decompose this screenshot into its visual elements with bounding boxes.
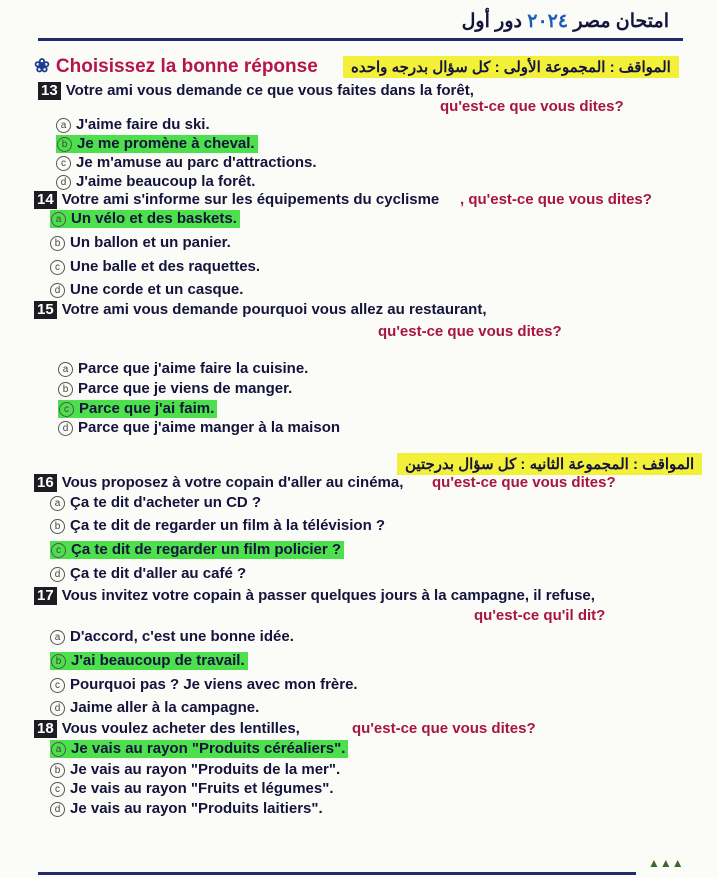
question-14: 14 Votre ami s'informe sur les équipements du cyclisme: [34, 191, 439, 209]
section1-badge: المواقف : المجموعة الأولى : كل سؤال بدرجه واحده: [343, 56, 679, 78]
corner-ornament-icon: ▲▲▲: [648, 856, 684, 870]
option-16d[interactable]: d Ça te dit d'aller au café ?: [50, 565, 246, 582]
option-14c[interactable]: c Une balle et des raquettes.: [50, 258, 260, 275]
question-15: 15 Votre ami vous demande pourquoi vous allez au restaurant,: [34, 301, 487, 319]
option-15b[interactable]: b Parce que je viens de manger.: [58, 380, 292, 397]
option-17d[interactable]: d Jaime aller à la campagne.: [50, 699, 259, 716]
flower-icon: ❀: [34, 56, 50, 77]
question-16-ask: qu'est-ce que vous dites?: [432, 474, 616, 491]
option-16c[interactable]: c Ça te dit de regarder un film policier ?: [50, 541, 344, 558]
question-15-ask: qu'est-ce que vous dites?: [378, 323, 562, 340]
option-16b[interactable]: b Ça te dit de regarder un film à la télévision ?: [50, 517, 385, 534]
option-16a[interactable]: a Ça te dit d'acheter un CD ?: [50, 494, 261, 511]
option-15d[interactable]: d Parce que j'aime manger à la maison: [58, 419, 340, 436]
section2-badge: المواقف : المجموعة الثانيه : كل سؤال بدرجتين: [397, 453, 702, 475]
header-text: امتحان مصر: [573, 11, 669, 32]
option-18d[interactable]: d Je vais au rayon "Produits laitiers".: [50, 800, 323, 817]
question-number: 15: [34, 301, 57, 319]
option-17c[interactable]: c Pourquoi pas ? Je viens avec mon frère.: [50, 676, 358, 693]
question-number: 17: [34, 587, 57, 605]
top-divider: [38, 38, 683, 41]
question-18-ask: qu'est-ce que vous dites?: [352, 720, 536, 737]
option-15a[interactable]: a Parce que j'aime faire la cuisine.: [58, 360, 308, 377]
question-16: 16 Vous proposez à votre copain d'aller au cinéma,: [34, 474, 403, 492]
option-18c[interactable]: c Je vais au rayon "Fruits et légumes".: [50, 780, 334, 797]
section-title: ❀ Choisissez la bonne réponse: [34, 56, 318, 77]
question-number: 13: [38, 82, 61, 100]
option-17b[interactable]: b J'ai beaucoup de travail.: [50, 652, 248, 669]
question-13-ask: qu'est-ce que vous dites?: [440, 98, 624, 115]
option-17a[interactable]: a D'accord, c'est une bonne idée.: [50, 628, 294, 645]
option-13d[interactable]: d J'aime beaucoup la forêt.: [56, 173, 255, 190]
option-13b[interactable]: b Je me promène à cheval.: [56, 135, 258, 152]
question-number: 14: [34, 191, 57, 209]
exam-header: [462, 10, 669, 33]
option-18b[interactable]: b Je vais au rayon "Produits de la mer".: [50, 761, 340, 778]
option-14b[interactable]: b Un ballon et un panier.: [50, 234, 231, 251]
option-13a[interactable]: a J'aime faire du ski.: [56, 116, 210, 133]
question-13: 13 Votre ami vous demande ce que vous faites dans la forêt,: [38, 82, 474, 100]
option-18a[interactable]: a Je vais au rayon "Produits céréaliers".: [50, 740, 348, 757]
question-number: 16: [34, 474, 57, 492]
header-round: دور أول: [461, 11, 522, 32]
option-13c[interactable]: c Je m'amuse au parc d'attractions.: [56, 154, 317, 171]
header-year: ٢٠٢٤: [527, 11, 569, 32]
question-17: 17 Vous invitez votre copain à passer quelques jours à la campagne, il refuse,: [34, 587, 595, 605]
question-number: 18: [34, 720, 57, 738]
bottom-divider: [38, 872, 636, 875]
option-14a[interactable]: a Un vélo et des baskets.: [50, 210, 240, 227]
question-14-ask: , qu'est-ce que vous dites?: [460, 191, 652, 208]
option-15c[interactable]: c Parce que j'ai faim.: [58, 400, 217, 417]
question-18: 18 Vous voulez acheter des lentilles,: [34, 720, 300, 738]
option-14d[interactable]: d Une corde et un casque.: [50, 281, 243, 298]
question-17-ask: qu'est-ce qu'il dit?: [474, 607, 606, 624]
